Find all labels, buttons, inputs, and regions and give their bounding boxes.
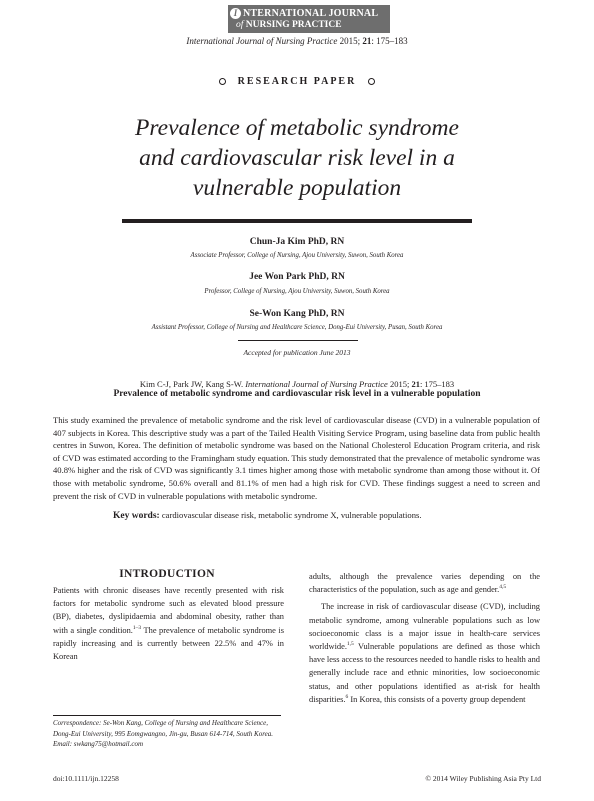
title-divider: [122, 219, 472, 223]
author-name: Se-Won Kang PhD, RN: [249, 309, 345, 319]
abstract: This study examined the prevalence of metabolic syndrome and the risk level of cardiovascular disease (CVD) in a vulnerable population of 407 subjects in Korea. This descriptive study was a part of the Tailed Health Visiting Service Program, using baseline data from public health centres in Suwon, Korea. The definition of metabolic syndrome was based on the National Cholesterol Education Program criteria, and risk of CVD was estimated according to the Framingham study equation. This study demonstrated that the prevalence of metabolic syndrome was 40.8% higher and the risk of CVD was significantly 3.1 times higher among those with metabolic syndrome than among those without it. Of those with metabolic syndrome, 50.6% overall and 81.1% of men had a high risk for CVD. These findings suggest a need to screen and prevent the risk of CVD in vulnerable populations with metabolic syndrome.: [53, 415, 540, 501]
section-label: RESEARCH PAPER: [0, 76, 594, 87]
right-column-text: [309, 570, 540, 706]
keywords-value: cardiovascular disease risk, metabolic syndrome X, vulnerable populations.: [161, 510, 422, 520]
introduction-heading: INTRODUCTION: [119, 568, 215, 580]
author-affiliation: Assistant Professor, College of Nursing and Healthcare Science, Dong-Eui University, Pusan, South Korea: [151, 324, 443, 331]
author-name: Jee Won Park PhD, RN: [249, 272, 345, 282]
doi: doi:10.1111/ijn.12258: [53, 774, 119, 783]
citation-line: Kim C-J, Park JW, Kang S-W. International Journal of Nursing Practice 2015; 21: 175–183: [139, 379, 455, 389]
keywords-label: Key words:: [113, 511, 160, 521]
correspondence-note: Correspondence: Se-Won Kang, College of Nursing and Healthcare Science, Dong-Eui University, 995 Eomgwangno, Jin-gu, Busan 614-714, South Korea. Email: swkang75@hotmail.com: [53, 719, 274, 748]
journal-logo-line2: of NURSING PRACTICE: [236, 20, 342, 30]
paragraph: Patients with chronic diseases have recently presented with risk factors for metabolic syndrome such as elevated blood pressure (BP), diabetes, dyslipidaemia and abdominal obesity, rather than with a single condition.$^{1-3}$ The prevalence of metabolic syndrome is rapidly increasing and is currently between 22.5% and 47% in Korean: [53, 586, 285, 662]
article-subtitle: Prevalence of metabolic syndrome and cardiovascular risk level in a vulnerable population: [113, 389, 481, 399]
ornament-dot-icon: [219, 78, 226, 85]
author-affiliation: Associate Professor, College of Nursing, Ajou University, Suwon, South Korea: [190, 252, 404, 259]
keywords: [113, 510, 422, 521]
ornament-dot-icon: [368, 78, 375, 85]
paragraph: The increase in risk of cardiovascular disease (CVD), including metabolic syndrome, among vulnerable populations such as low socioeconomic class is a major issue in health-care services worldwide.$^{1,5}$ Vulnerable populations are defined as those which have less access to the resources needed to handle risks to health and generally include race and ethnic minorities, low socioeconomic status, and other populations identified as at-risk for health disparities.$^6$ In Korea, this consists of a poverty group dependent: [309, 602, 540, 704]
journal-logo-line1: NTERNATIONAL JOURNAL: [243, 8, 379, 19]
author-name: Chun-Ja Kim PhD, RN: [249, 237, 345, 247]
copyright: © 2014 Wiley Publishing Asia Pty Ltd: [425, 774, 541, 783]
paragraph: adults, although the prevalence varies depending on the characteristics of the population, such as age and gender.$^{4,5}$: [309, 572, 540, 595]
accepted-date: Accepted for publication June 2013: [243, 348, 351, 357]
journal-logo: [228, 5, 390, 33]
author-affiliation: Professor, College of Nursing, Ajou University, Suwon, South Korea: [204, 288, 390, 295]
journal-logo-initial: I: [230, 8, 241, 19]
accepted-divider: [238, 340, 358, 341]
left-column-text: [53, 584, 284, 663]
correspondence-divider: [53, 715, 281, 716]
journal-citation-header: International Journal of Nursing Practice 2015; 21: 175–183: [186, 36, 408, 46]
article-title: Prevalence of metabolic syndrome and cardiovascular risk level in a vulnerable population: [135, 115, 459, 201]
